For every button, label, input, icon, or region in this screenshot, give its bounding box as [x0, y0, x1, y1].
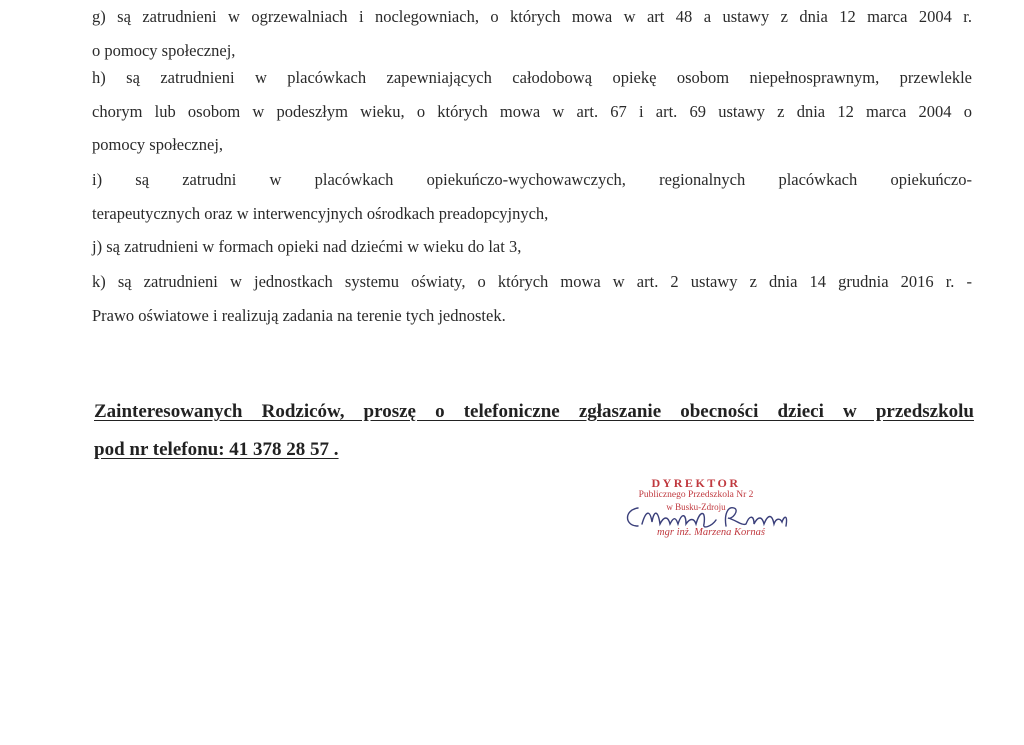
notice-line-2: pod nr telefonu: 41 378 28 57 . — [94, 439, 339, 460]
item-k-line-1: k) są zatrudnieni w jednostkach systemu oświaty, o których mowa w art. 2 ustawy z dnia 14 grudnia 2016 r. - — [92, 272, 972, 291]
item-i-line-2: terapeutycznych oraz w interwencyjnych ośrodkach preadopcyjnych, — [92, 203, 549, 223]
stamp-institution: Publicznego Przedszkola Nr 2 — [638, 490, 754, 500]
item-h-line-3: pomocy społecznej, — [92, 135, 224, 154]
item-h-line-1: h) są zatrudnieni w placówkach zapewniających całodobową opiekę osobom niepełnosprawnym, przewlekle — [92, 68, 972, 87]
item-g-line-1: g) są zatrudnieni w ogrzewalniach i noclegowniach, o których mowa w art 48 a ustawy z dnia 12 marca 2004 r. — [92, 7, 972, 26]
list-item-i — [92, 163, 972, 230]
item-k-line-2: Prawo oświatowe i realizują zadania na terenie tych jednostek. — [92, 305, 506, 325]
parents-notice — [94, 393, 974, 469]
item-i-line-1: i) są zatrudni w placówkach opiekuńczo-wychowawczych, regionalnych placówkach opiekuńczo- — [92, 170, 972, 189]
stamp-director-name: mgr inż. Marzena Kornaś — [657, 527, 765, 538]
list-item-h — [92, 61, 972, 162]
handwritten-signature — [620, 496, 790, 536]
list-item-g — [92, 0, 972, 67]
item-g-line-2: o pomocy społecznej, — [92, 40, 236, 60]
item-h-line-2: chorym lub osobom w podeszłym wieku, o których mowa w art. 67 i art. 69 ustawy z dnia 12 marca 2004 o — [92, 101, 972, 121]
stamp-location: w Busku-Zdroju — [666, 502, 726, 512]
stamp-title: DYREKTOR — [651, 476, 741, 490]
list-item-j — [92, 230, 972, 264]
item-j-line-1: j) są zatrudnieni w formach opieki nad dziećmi w wieku do lat 3, — [92, 237, 522, 256]
list-item-k — [92, 265, 972, 332]
notice-line-1: Zainteresowanych Rodziców, proszę o telefoniczne zgłaszanie obecności dzieci w przedszkolu — [94, 401, 974, 422]
